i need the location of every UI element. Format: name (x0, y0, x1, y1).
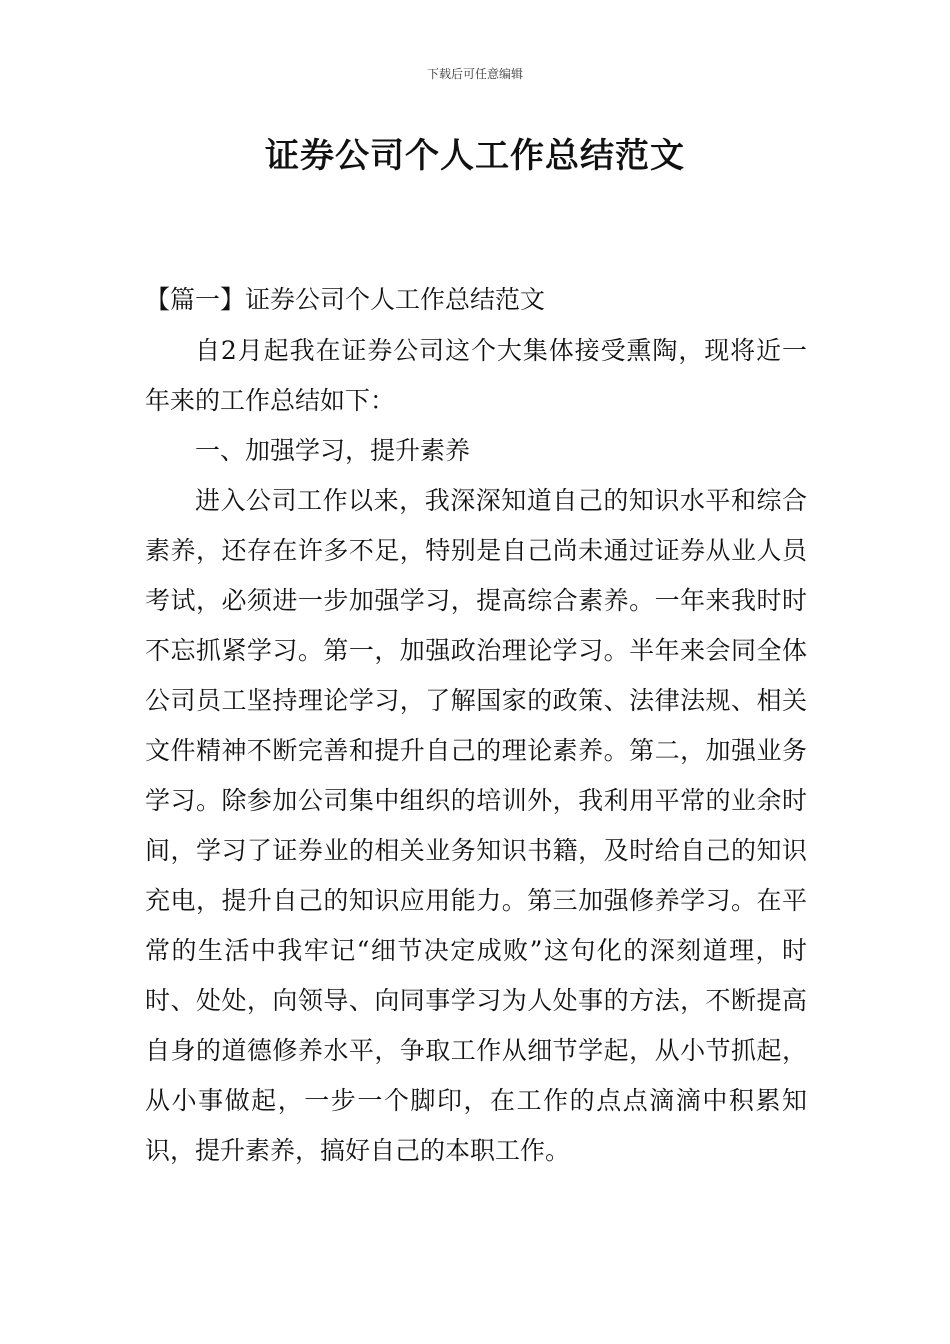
paragraph-intro: 自2月起我在证券公司这个大集体接受熏陶，现将近一年来的工作总结如下： (145, 336, 807, 415)
document-title: 证券公司个人工作总结范文 (265, 136, 685, 176)
header-note: 下载后可任意编辑 (426, 67, 523, 81)
document-body (145, 326, 807, 1176)
section-heading: 【篇一】证券公司个人工作总结范文 (145, 285, 546, 314)
paragraph-main: 进入公司工作以来，我深深知道自己的知识水平和综合素养，还存在许多不足，特别是自己尚未通过证券从业人员考试，必须进一步加强学习，提高综合素养。一年来我时时不忘抓紧学习。第一，加强政治理论学习。半年来会同全体公司员工坚持理论学习，了解国家的政策、法律法规、相关文件精神不断完善和提升自己的理论素养。第二，加强业务学习。除参加公司集中组织的培训外，我利用平常的业余时间，学习了证券业的相关业务知识书籍，及时给自己的知识充电，提升自己的知识应用能力。第三加强修养学习。在平常的生活中我牢记“细节决定成败”这句化的深刻道理，时时、处处，向领导、向同事学习为人处事的方法，不断提高自身的道德修养水平，争取工作从细节学起，从小节抓起，从小事做起，一步一个脚印，在工作的点点滴滴中积累知识，提升素养，搞好自己的本职工作。 (145, 486, 807, 1165)
paragraph-subheading: 一、加强学习，提升素养 (195, 436, 471, 465)
